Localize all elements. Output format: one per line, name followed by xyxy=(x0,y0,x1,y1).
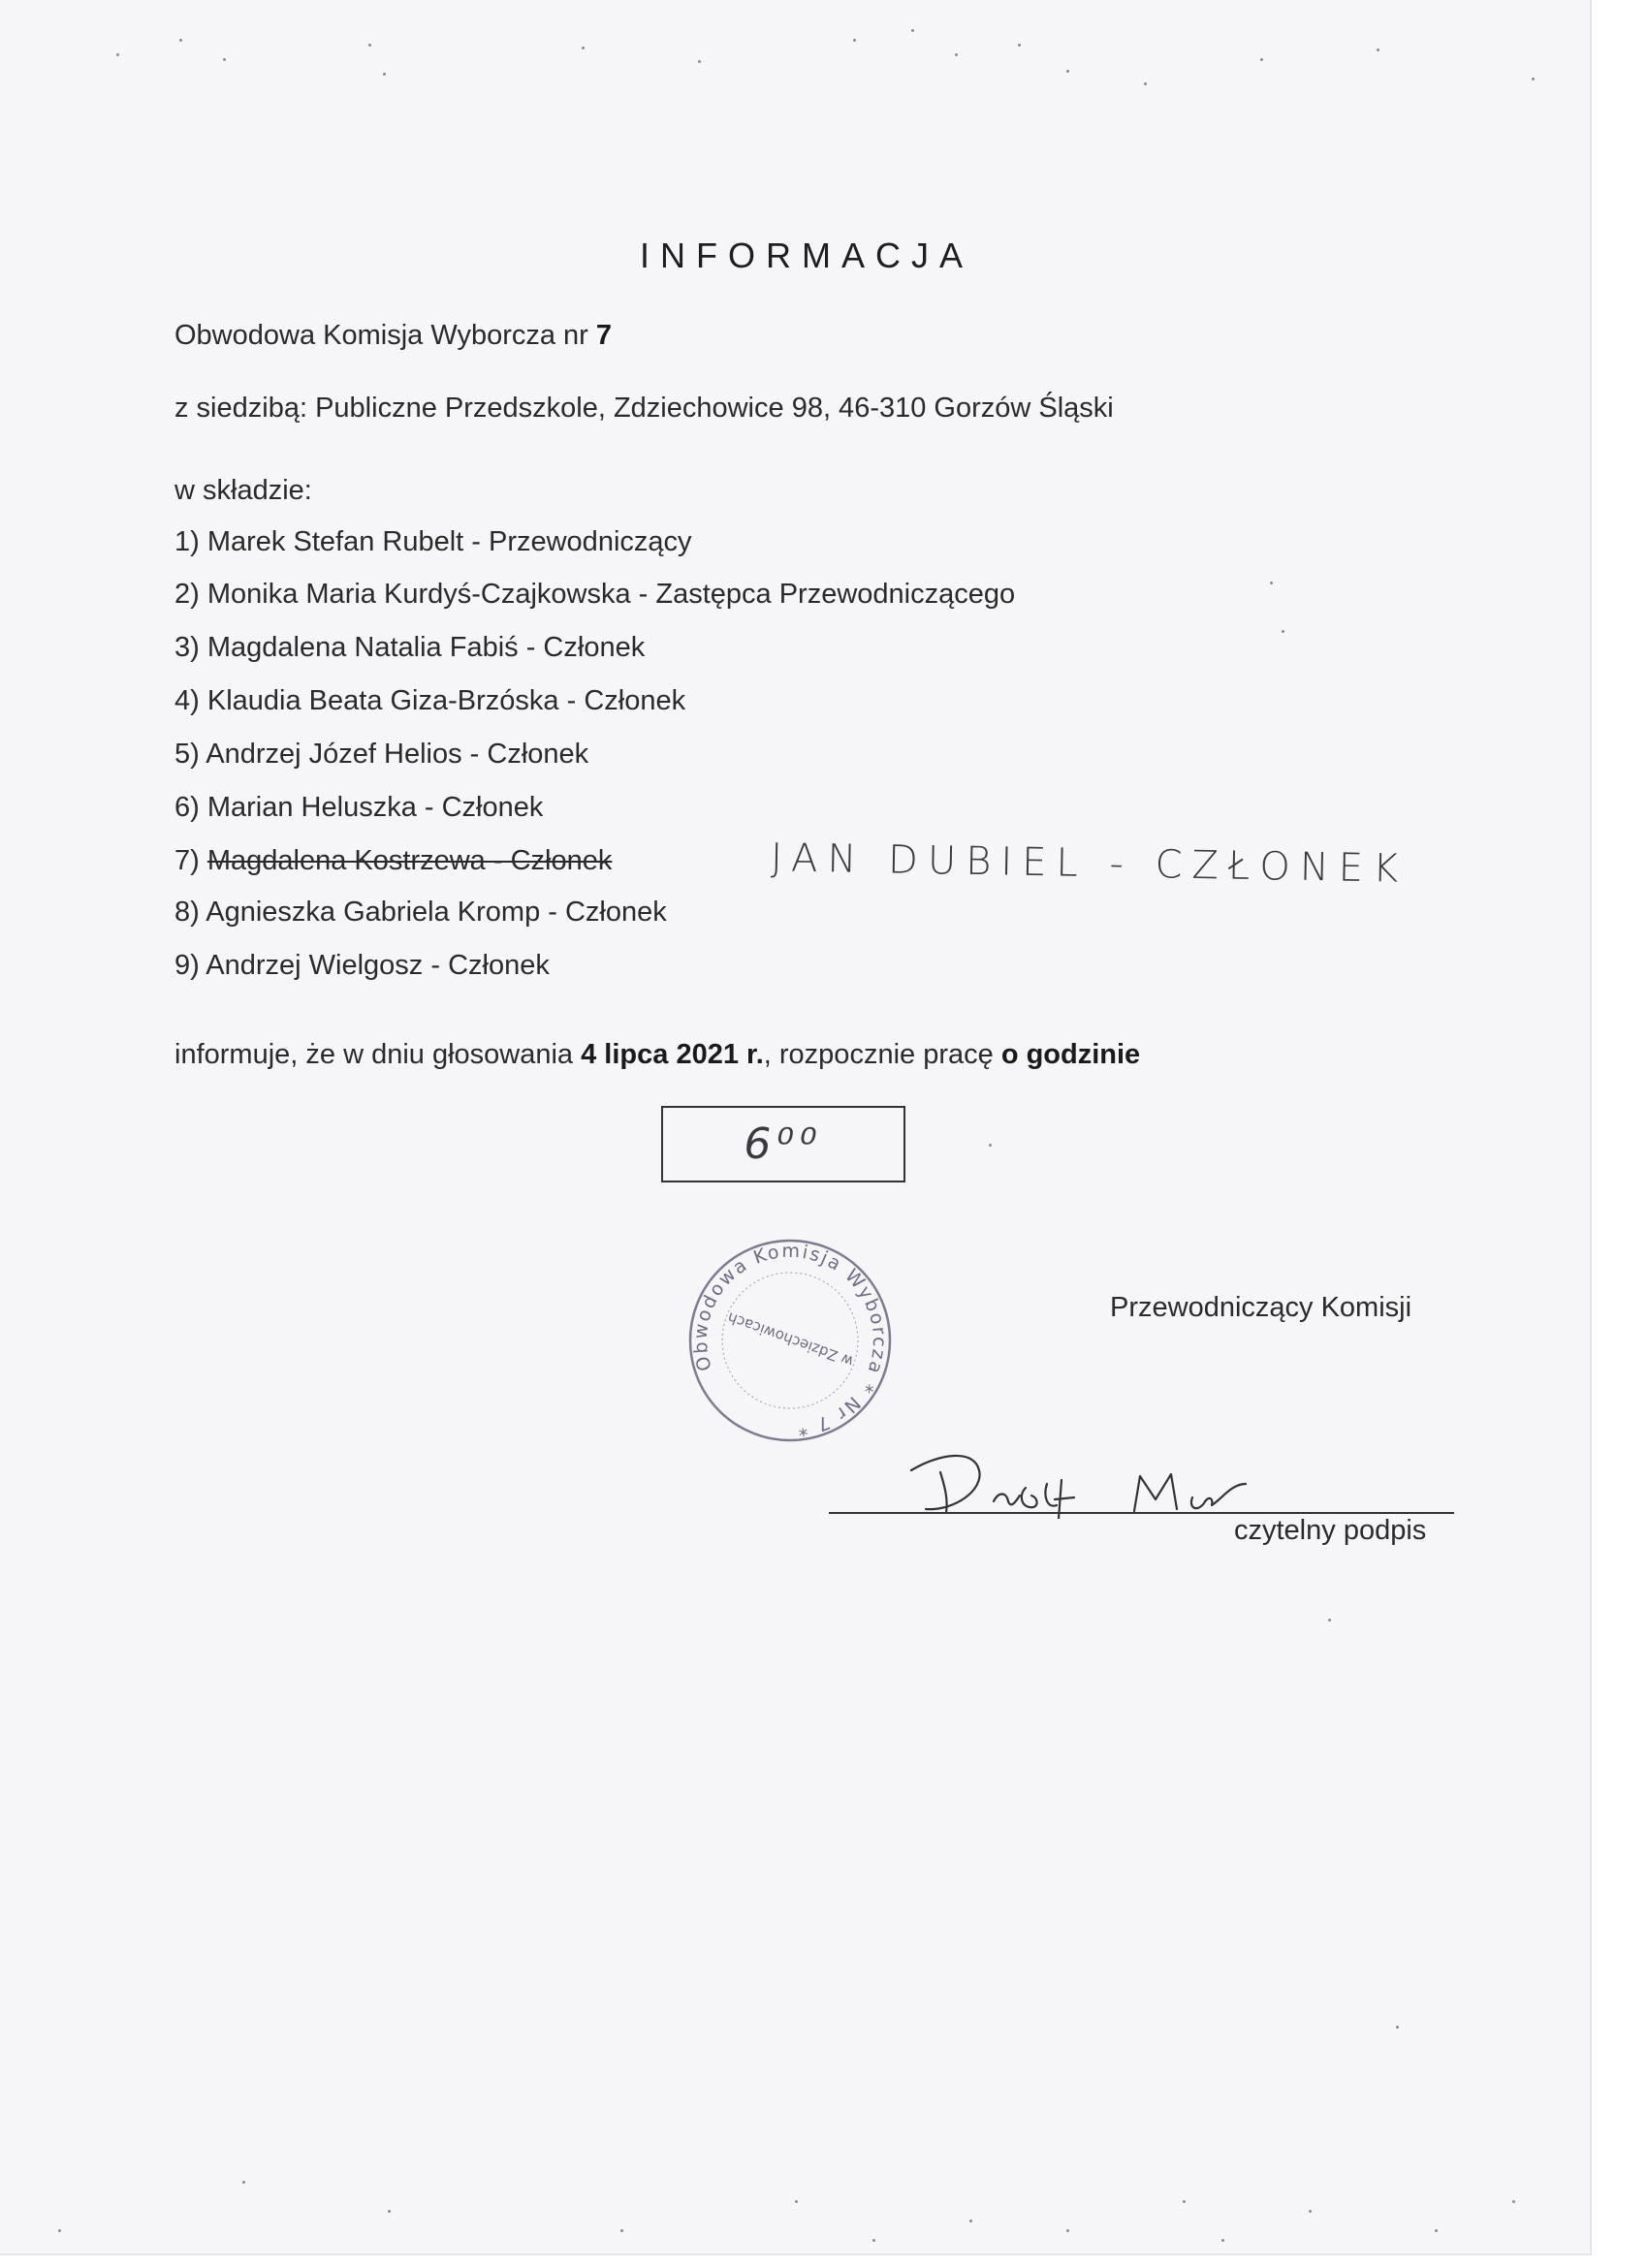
seat-label: z siedzibą: xyxy=(174,393,308,424)
stamp-inner-text: w Zdziechowicach xyxy=(725,1308,856,1370)
scan-speck xyxy=(1066,2229,1069,2232)
scan-speck xyxy=(242,2181,245,2184)
hour-box xyxy=(661,1106,905,1182)
commission-label: Obwodowa Komisja Wyborcza nr xyxy=(174,320,588,351)
member-row xyxy=(174,526,692,558)
member-row xyxy=(174,739,588,771)
scan-speck xyxy=(1018,44,1021,47)
member-text: Andrzej Józef Helios - Członek xyxy=(206,739,589,770)
member-text: Andrzej Wielgosz - Członek xyxy=(206,950,550,981)
scan-speck xyxy=(1183,2200,1186,2203)
scan-speck xyxy=(223,58,226,61)
member-text: Agnieszka Gabriela Kromp - Członek xyxy=(206,897,667,928)
scan-speck xyxy=(179,39,182,42)
scan-speck xyxy=(1066,70,1069,73)
member-row-struck xyxy=(174,845,612,877)
scan-speck xyxy=(1435,2229,1438,2232)
scan-speck xyxy=(872,2239,875,2242)
scan-speck xyxy=(698,60,701,63)
seat-value: Publiczne Przedszkole, Zdziechowice 98, 46-310 Gorzów Śląski xyxy=(315,393,1114,424)
scan-speck xyxy=(1144,82,1147,85)
member-number: 6) xyxy=(174,792,200,823)
scan-speck xyxy=(1309,2210,1312,2213)
scan-speck xyxy=(795,2200,798,2203)
member-number: 8) xyxy=(174,897,200,928)
hour-value: 6⁰⁰ xyxy=(744,1119,823,1169)
scan-speck xyxy=(388,2210,391,2213)
member-row xyxy=(174,897,667,929)
info-date: 4 lipca 2021 r. xyxy=(581,1039,764,1070)
member-number: 9) xyxy=(174,950,200,981)
member-row xyxy=(174,792,543,824)
member-number: 4) xyxy=(174,685,200,716)
scan-speck xyxy=(116,53,119,56)
member-number: 7) xyxy=(174,845,200,876)
member-row xyxy=(174,579,1015,611)
scan-speck xyxy=(1328,1619,1331,1622)
member-number: 2) xyxy=(174,579,200,610)
commission-line xyxy=(174,320,612,352)
scan-speck xyxy=(58,2229,61,2232)
member-row xyxy=(174,685,685,717)
scan-speck xyxy=(1532,78,1535,80)
commission-stamp xyxy=(683,1234,897,1447)
member-number: 5) xyxy=(174,739,200,770)
seat-line xyxy=(174,393,1114,425)
document-title: INFORMACJA xyxy=(640,236,973,275)
scan-speck xyxy=(1260,58,1263,61)
member-number: 3) xyxy=(174,632,200,663)
member-text: Klaudia Beata Giza-Brzóska - Członek xyxy=(206,685,686,716)
scan-speck xyxy=(1377,48,1379,51)
scan-speck xyxy=(620,2229,623,2232)
scan-speck xyxy=(1512,2200,1515,2203)
signature-caption: czytelny podpis xyxy=(1234,1515,1427,1546)
scan-speck xyxy=(383,73,386,76)
stamp-outer-text: Obwodowa Komisja Wyborcza * Nr 7 * xyxy=(689,1240,891,1440)
scan-speck xyxy=(1282,630,1284,633)
member-text: Monika Maria Kurdyś-Czajkowska - Zastępca Przewodniczącego xyxy=(206,579,1016,610)
handwritten-signature xyxy=(902,1441,1309,1519)
scan-speck xyxy=(969,2220,972,2222)
signature-line xyxy=(829,1512,1454,1514)
scan-speck xyxy=(368,44,371,47)
handwritten-replacement-member: JAN DUBIEL - CZŁONEK xyxy=(770,835,1409,892)
member-row xyxy=(174,950,550,982)
member-text: Magdalena Natalia Fabiś - Członek xyxy=(206,632,646,663)
member-row xyxy=(174,632,645,664)
info-prefix: informuje, że w dniu głosowania xyxy=(174,1039,574,1070)
member-text: Marian Heluszka - Członek xyxy=(206,792,544,823)
member-number: 1) xyxy=(174,526,200,557)
commission-number: 7 xyxy=(595,320,613,351)
member-text-struck: Magdalena Kostrzewa - Członek xyxy=(206,845,613,876)
scan-speck xyxy=(853,39,856,42)
chair-label: Przewodniczący Komisji xyxy=(1110,1292,1412,1323)
scan-speck xyxy=(1221,2239,1224,2242)
scan-speck xyxy=(582,47,585,49)
scan-speck xyxy=(955,53,958,56)
scan-speck xyxy=(911,29,914,32)
scan-speck xyxy=(1270,582,1273,584)
info-hour-label: o godzinie xyxy=(1000,1039,1141,1070)
composition-label: w składzie: xyxy=(174,475,312,506)
scan-speck xyxy=(1396,2026,1399,2029)
member-text: Marek Stefan Rubelt - Przewodniczący xyxy=(206,526,692,557)
info-middle: , rozpocznie pracę xyxy=(763,1039,994,1070)
info-line xyxy=(174,1039,1140,1071)
scan-speck xyxy=(989,1144,992,1147)
